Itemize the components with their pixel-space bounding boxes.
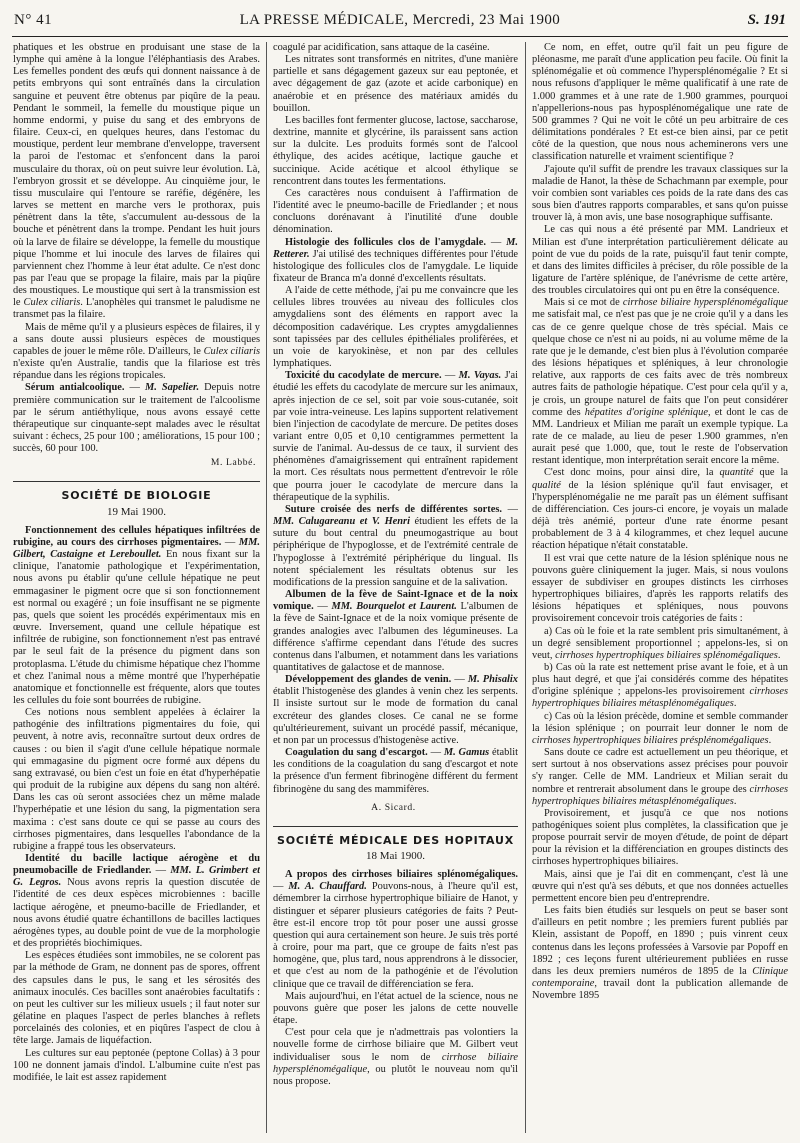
column-2: [273, 42, 518, 1133]
section-title: SOCIÉTÉ MÉDICALE DES HOPITAUX: [273, 826, 518, 847]
article-suture: Suture croisée des nerfs de différentes sortes. — MM. Calugareanu et V. Henri étudient les effets de la suture du bout central du pneumogastrique au bout périphérique de l'hypoglosse, et de l'extrémité centrale de l'hypoglosse à l'extrémité périphérique du lingual. Ils notent spécialement les résultats obtenus sur les modifications de la pression sanguine et de la salivation.: [273, 503, 518, 588]
signature: A. Sicard.: [371, 801, 416, 813]
paragraph: Les espèces étudiées sont immobiles, ne se colorent pas par la méthode de Gram, ne donnent pas de spores, offrent des capsules dans le pus, le sang et les sérosités des animaux inoculés. Ces bacilles sont anaérobies facultatifs : on peut les cultiver sur les milieux usuels ; il faut noter sur gélatine en plaques l'aspect de perles blanches à reflets porcelainés des colonies, et en piqûres l'aspect de clou à tête large. Jamais de liquéfaction.: [13, 950, 260, 1047]
signature: M. Labbé.: [210, 457, 256, 469]
issue-number: N° 41: [14, 12, 53, 28]
article-serum: Sérum antialcoolique. — M. Sapelier. Depuis notre première communication sur le traitement de l'alcoolisme par le sérum antiéthylique, nous avons essayé cette thérapeutique sur cinquante-sept malades avec le résultat suivant : échecs, 25 pour 100 ; améliorations, 15 pour 100 ; succès, 60 pour 100.: [13, 382, 260, 455]
paragraph: Les faits bien étudiés sur lesquels on peut se baser sont d'ailleurs en petit nombre ; les premiers furent publiés par Klein, assistant de Popoff, en 1890 ; puis vinrent ceux contenus dans les leçons professées à Varsovie par Popoff en 1892 ; ces leçons furent ultérieurement publiées en russe dans les deux premiers numéros de 1895 de la Clinique contemporaine, travail dont la publication allemande de Novembre 1895: [532, 905, 788, 1002]
masthead: [14, 12, 786, 34]
article-coagulation: Coagulation du sang d'escargot. — M. Gamus établit les conditions de la coagulation du sang d'escargot et note la présence d'un ferment fibrinogène différent du ferment fibrinogène du sang des mammifères.: [273, 747, 518, 795]
paragraph: Mais de même qu'il y a plusieurs espèces de filaires, il y a sans doute aussi plusieurs espèces de moustiques capables de jouer le même rôle. D'ailleurs, le Culex ciliaris n'existe qu'en Australie, tandis que la filariose est très répandue dans les régions tropicales.: [13, 321, 260, 382]
header-rule: [12, 36, 788, 37]
paragraph: Ces caractères nous conduisent à l'affirmation de l'identité avec le pneumo-bacille de Friedlander ; et nous concluons dorénavant à l'inutilité d'une double dénomination.: [273, 187, 518, 236]
article-developpement: Développement des glandes de venin. — M. Phisalix établit l'histogenèse des glandes à venin chez les serpents. Il insiste surtout sur le mode de formation du canal excréteur des glandes closes. Ce canal ne se forme qu'ultérieurement, suivant un procédé passif, mécanique, et non par un processus d'histogenèse active.: [273, 674, 518, 746]
article-albumen: Albumen de la fève de Saint-Ignace et de la noix vomique. — MM. Bourquelot et Laurent. L'albumen de la fève de Saint-Ignace et de la noix vomique présente de grandes analogies avec l'albumen des légumineuses. La différence s'affirme cependant dans l'étude des sucres contenus dans l'albumen, et notamment dans les variations quantitatives de galactose et de mannose.: [273, 589, 518, 673]
section-title: SOCIÉTÉ DE BIOLOGIE: [13, 481, 260, 502]
paragraph: Mais si ce mot de cirrhose biliaire hypersplénomégalique me satisfait mal, ce n'est pas que je ne croie qu'il y a dans les cas de ce genre quelque chose de très spécial. Mais ce quelque chose ce n'est ni au poids, ni au volume même de la rate que je le demande, c'est bien plus à l'évolution comparée des lésions hépatiques et spléniques, à leur chronologie relative, aux rapports de ces faits avec de très nombreux autres faits de pathologie hépatique. C'est pour cela qu'il y a, je crois, un groupe naturel de faits que l'on peut considérer comme des hépatites d'origine splénique, et dont le cas de MM. Landrieux et Milian me paraît un exemple typique. La rate de ce malade, au lieu de peser 1.900 grammes, n'en aurait pesé que 1.000, que, tout le reste de l'observation restant identique, mon interprétation serait encore la même.: [532, 297, 788, 467]
list-item: b) Cas où la rate est nettement prise avant le foie, et à un plus haut degré, et que j'ai considérés comme des hépatites d'origine splénique ; appelons-les provisoirement cirrhoses hypertrophiques biliaires métasplénomégaliques.: [532, 661, 788, 710]
paragraph: Mais, ainsi que je l'ai dit en commençant, c'est là une œuvre qui n'est qu'à ses débuts, et que nos données actuelles permettent encore bien peu d'entreprendre.: [532, 868, 788, 904]
paragraph: C'est donc moins, pour ainsi dire, la quantité que la qualité de la lésion splénique qu'il faut envisager, et l'hypersplénomégalie ne me paraît pas un élément suffisant de différenciation. Ces jours-ci encore, je voyais un malade déjà très anémié, porteur d'une rate énorme pesant probablement de 3 à 4 kilogrammes, et chez lequel aucune réaction hépatique n'était constatable.: [532, 467, 788, 552]
paragraph: A l'aide de cette méthode, j'ai pu me convaincre que les cellules libres trouvées au niveau des follicules clos amygdaliens sont des éléments en rapport avec la décomposition cadavérique. Les cryptes amygdaliennes sont tapissées par des cellules épithéliales prolifèrées, et un voie de karyokinèse, et non par des cellules lymphatiques.: [273, 285, 518, 370]
paragraph: Le cas qui nous a été présenté par MM. Landrieux et Milian est d'une interprétation particulièrement délicate au point de vue du poids de la rate, puisqu'il faut tenir compte, et dans des limites difficiles à préciser, du rôle possible de la ligature de l'artère splénique, de l'anévrisme de cette artère, des troubles circulatoires qui ont pu en être la conséquence.: [532, 224, 788, 297]
paragraph: J'ajoute qu'il suffit de prendre les travaux classiques sur la maladie de Hanot, la thèse de Schachmann par exemple, pour voir combien sont variables ces poids de la rate dans des cas sous bien d'autres rapports comparables, et sans qu'on puisse trouver là, à mon avis, une base nosographique suffisante.: [532, 163, 788, 224]
article-fonctionnement: Fonctionnement des cellules hépatiques infiltrées de rubigine, au cours des cirrhoses pigmentaires. — MM. Gilbert, Castaigne et Lereboullet. En nous fixant sur la clinique, l'anatomie pathologique et l'expérimentation, nous avons pu établir qu'une cellule hépatique ne peut emmagasiner le pigment ocre que si son fonctionnement est normal ou exagéré ; un foie insuffisant ne se pigmente pas, quels que soient les procédés expérimentaux mis en œuvre. Inversement, quand une cellule hépatique est infiltrée de rubigine, son fonctionnement n'est pas entravé par le seul fait de la présence du pigment dans son protoplasma. L'étude du chimisme hépatique chez l'homme et chez l'animal nous a même montré que l'hyperhépatie anatomique et fonctionnelle est fréquente, alors que toutes les cellules du foie sont bourrées de rubigine.: [13, 524, 260, 706]
paragraph: Mais aujourd'hui, en l'état actuel de la science, nous ne pouvons guère que poser les jalons de cette nouvelle étape.: [273, 990, 518, 1027]
article-cirrhoses: A propos des cirrhoses biliaires splénomégaliques. — M. A. Chauffard. Pouvons-nous, à l'heure qu'il est, démembrer la cirrhose hypertrophique biliaire de Hanot, y distinguer et séparer plusieurs catégories de faits ? Peut-être est-il encore trop tôt pour poser une aussi grosse question qui aura certainement son heure. Je suis très porté à croire, pour ma part, que ce groupe de faits n'est pas homogène, que, plus tard, nous apprendrons à le dissocier, et que c'est au nom de la pathogénie et de l'évolution clinique que ce travail de différenciation se fera.: [273, 869, 518, 990]
section-date: 19 Mai 1900.: [107, 505, 166, 518]
paragraph: Ces notions nous semblent appelées à éclairer la pathogénie des infiltrations pigmentaires du foie, qui peuvent, à notre avis, reconnaître surtout deux ordres de causes : ou bien il s'agit d'une cellule hépatique normale qui emmagasine du pigment ocre formé aux dépens du sang extravasé, ou bien c'est un foie en état d'hyperhépatie qui produit de la rubigine aux dépens du sang non altéré. Dans les cas où seront associées chez un même malade l'hyperhépatie et une lésion du sang, la pigmentation sera maxima : c'est sans doute ce qui se passe au cours des cirrhoses pigmentaires, dans lesquelles l'abondance de la rubigine a frappé tous les observateurs.: [13, 707, 260, 852]
paragraph: Il est vrai que cette nature de la lésion splénique nous ne pouvons guère cliniquement la juger. Mais, si nous voulons essayer de subdiviser en groupes distincts les cirrhoses hypertrophiques biliaires, d'après les rapports relatifs des lésions hépatiques et spléniques, nous pouvons provisoirement concevoir trois catégories de faits :: [532, 552, 788, 625]
paragraph: phatiques et les obstrue en produisant une stase de la lymphe qui amène à la longue l'éléphantiasis des Arabes. Les femelles pondent des œufs qui donnent naissance à de petits embryons qui sont entraînés dans la circulation sanguine et peuvent être obtenus par piqûre de la peau. Pendant le sommeil, la femelle du moustique pique un homme endormi, y puise du sang et des embryons de filaire. Ceux-ci, en quelques heures, dans l'estomac du moustique, perdent leur membrane d'enveloppe, traversent la paroi de l'estomac et s'enfoncent dans la paroi musculaire du thorax, où on peut suivre leur évolution. Là, l'embryon grossit et se développe. Au cinquième jour, le tissu musculaire qui l'entoure se raréfie, dégénère, les larves se mettent en marche vers le prothorax, puis pénètrent dans la tête, s'accumulent au-dessous de la bouche et pénètrent dans la trompe. Pendant les huit jours où la larve de filaire se développe, la femelle du moustique pique l'homme et lui inocule des larves de filaires qui parviennent chez l'homme à leur état adulte. Ce n'est donc pas par l'eau que se propage la filaire, mais par la piqûre des moustiques. Le moustique qui sert à la transmission est le Culex ciliaris. L'anophèles qui transmet le paludisme ne transmet pas la filaire.: [13, 42, 260, 321]
column-3: [532, 42, 788, 1133]
paragraph: Les bacilles font fermenter glucose, lactose, saccharose, dextrine, mannite et glycérine, ils paraissent sans action sur la dulcite. Les produits formés sont de l'alcool éthylique, des acides acétique, lactique gauche et succinique. Acide acétique et alcool éthylique se rencontrent dans toutes les fermentations.: [273, 114, 518, 187]
page-title: LA PRESSE MÉDICALE, Mercredi, 23 Mai 1900: [239, 12, 561, 28]
paragraph: C'est pour cela que je n'admettrais pas volontiers la nouvelle forme de cirrhose biliaire que M. Gilbert veut individualiser sous le nom de cirrhose biliaire hypersplénomégalique, ou plutôt le nouveau nom qu'il nous propose.: [273, 1027, 518, 1087]
column-divider: [525, 42, 526, 1133]
article-histologie: Histologie des follicules clos de l'amygdale. — M. Retterer. J'ai utilisé des techniques différentes pour l'étude histologique des follicules clos de l'amygdale. Le liquide fixateur de Branca m'a donné d'excellents résultats.: [273, 236, 518, 284]
column-divider: [266, 42, 267, 1133]
paragraph: Les cultures sur eau peptonée (peptone Collas) à 3 pour 100 ne donnent jamais d'indol. L'albumine cuite n'est pas modifiée, le lait est assez rapidement: [13, 1047, 260, 1083]
paragraph: Sans doute ce cadre est actuellement un peu théorique, et sert surtout à nos observations assez précises pour pouvoir s'y ranger. Celle de MM. Landrieux et Milian serait du nombre et rentrerait absolument dans le groupe des cirrhoses hypertrophiques biliaires métasplénomégaliques.: [532, 747, 788, 807]
page-number: S. 191: [747, 12, 786, 28]
paragraph: Les nitrates sont transformés en nitrites, d'une manière partielle et sans dégagement gazeux sur eau peptonée, et avec dégagement de gaz (azote et acide carbonique) en anaérobie et en présence des matériaux amidés du bouillon.: [273, 54, 518, 114]
list-item: c) Cas où la lésion précède, domine et semble commander la lésion splénique ; on pourrait leur donner le nom de cirrhoses hypertrophiques biliaires présplénomégaliques.: [532, 710, 788, 746]
list-item: a) Cas où le foie et la rate semblent pris simultanément, à un degré sensiblement proportionnel ; appelons-les, si on veut, cirrhoses hypertrophiques biliaires splénomégaliques.: [532, 625, 788, 661]
column-1: [13, 42, 260, 1133]
paragraph: Provisoirement, et jusqu'à ce que nos notions pathogéniques soient plus complètes, la classification que je propose pourrait servir de moyen d'étude, de point de départ pour la révision et la différenciation en groupes distincts des cirrhoses hypertrophiques biliaires.: [532, 807, 788, 868]
article-identite: Identité du bacille lactique aérogène et du pneumobacille de Friedlander. — MM. L. Grimbert et G. Legros. Nous avons repris la question discutée de l'identité de ces deux espèces microbiennes : bacille lactique aérogène, et pneumo-bacille de Friedlander, et nous avons étudié quatre échantillons de bacilles lactiques aérogènes types, au double point de vue de la morphologie et des propriétés biochimiques.: [13, 853, 260, 950]
section-date: 18 Mai 1900.: [366, 850, 425, 862]
paragraph: coagulé par acidification, sans attaque de la caséine.: [273, 42, 490, 53]
article-toxicite: Toxicité du cacodylate de mercure. — M. Vayas. J'ai étudié les effets du cacodylate de mercure sur les animaux, après injection de ce sel, soit par voie sous-cutanée, soit par voie intra-veineuse. Les lapins supportent relativement bien l'injection de cacodylate de mercure. De petites doses variant entre 0,05 et 0,10 centigrammes permettent la survie de l'animal. Au-dessus de ce taux, il survient des phénomènes d'amaigrissement qui entraînent rapidement la mort. Ces résultats nous permettent d'entrevoir le rôle que pourra jouer le cacodylate de mercure dans la thérapeutique de la syphilis.: [273, 370, 518, 503]
paragraph: Ce nom, en effet, outre qu'il fait un peu figure de pléonasme, me paraît d'une application peu facile. Où finit la splénomégalie et où commence l'hypersplénomégalie ? Et si nous refusons d'appliquer le même qualificatif à une rate de 1.000 grammes et à une rate de 1.900 grammes, pourquoi n'appellerions-nous pas hyposplénomégalique une rate de 500 grammes ? Qui ne voit le côté un peu arbitraire de ces délimitations pondérales ? Et est-ce bien ainsi, par ce petit côté de la question, que nous nous acheminerons vers une classification naturelle et vraiment scientifique ?: [532, 42, 788, 163]
